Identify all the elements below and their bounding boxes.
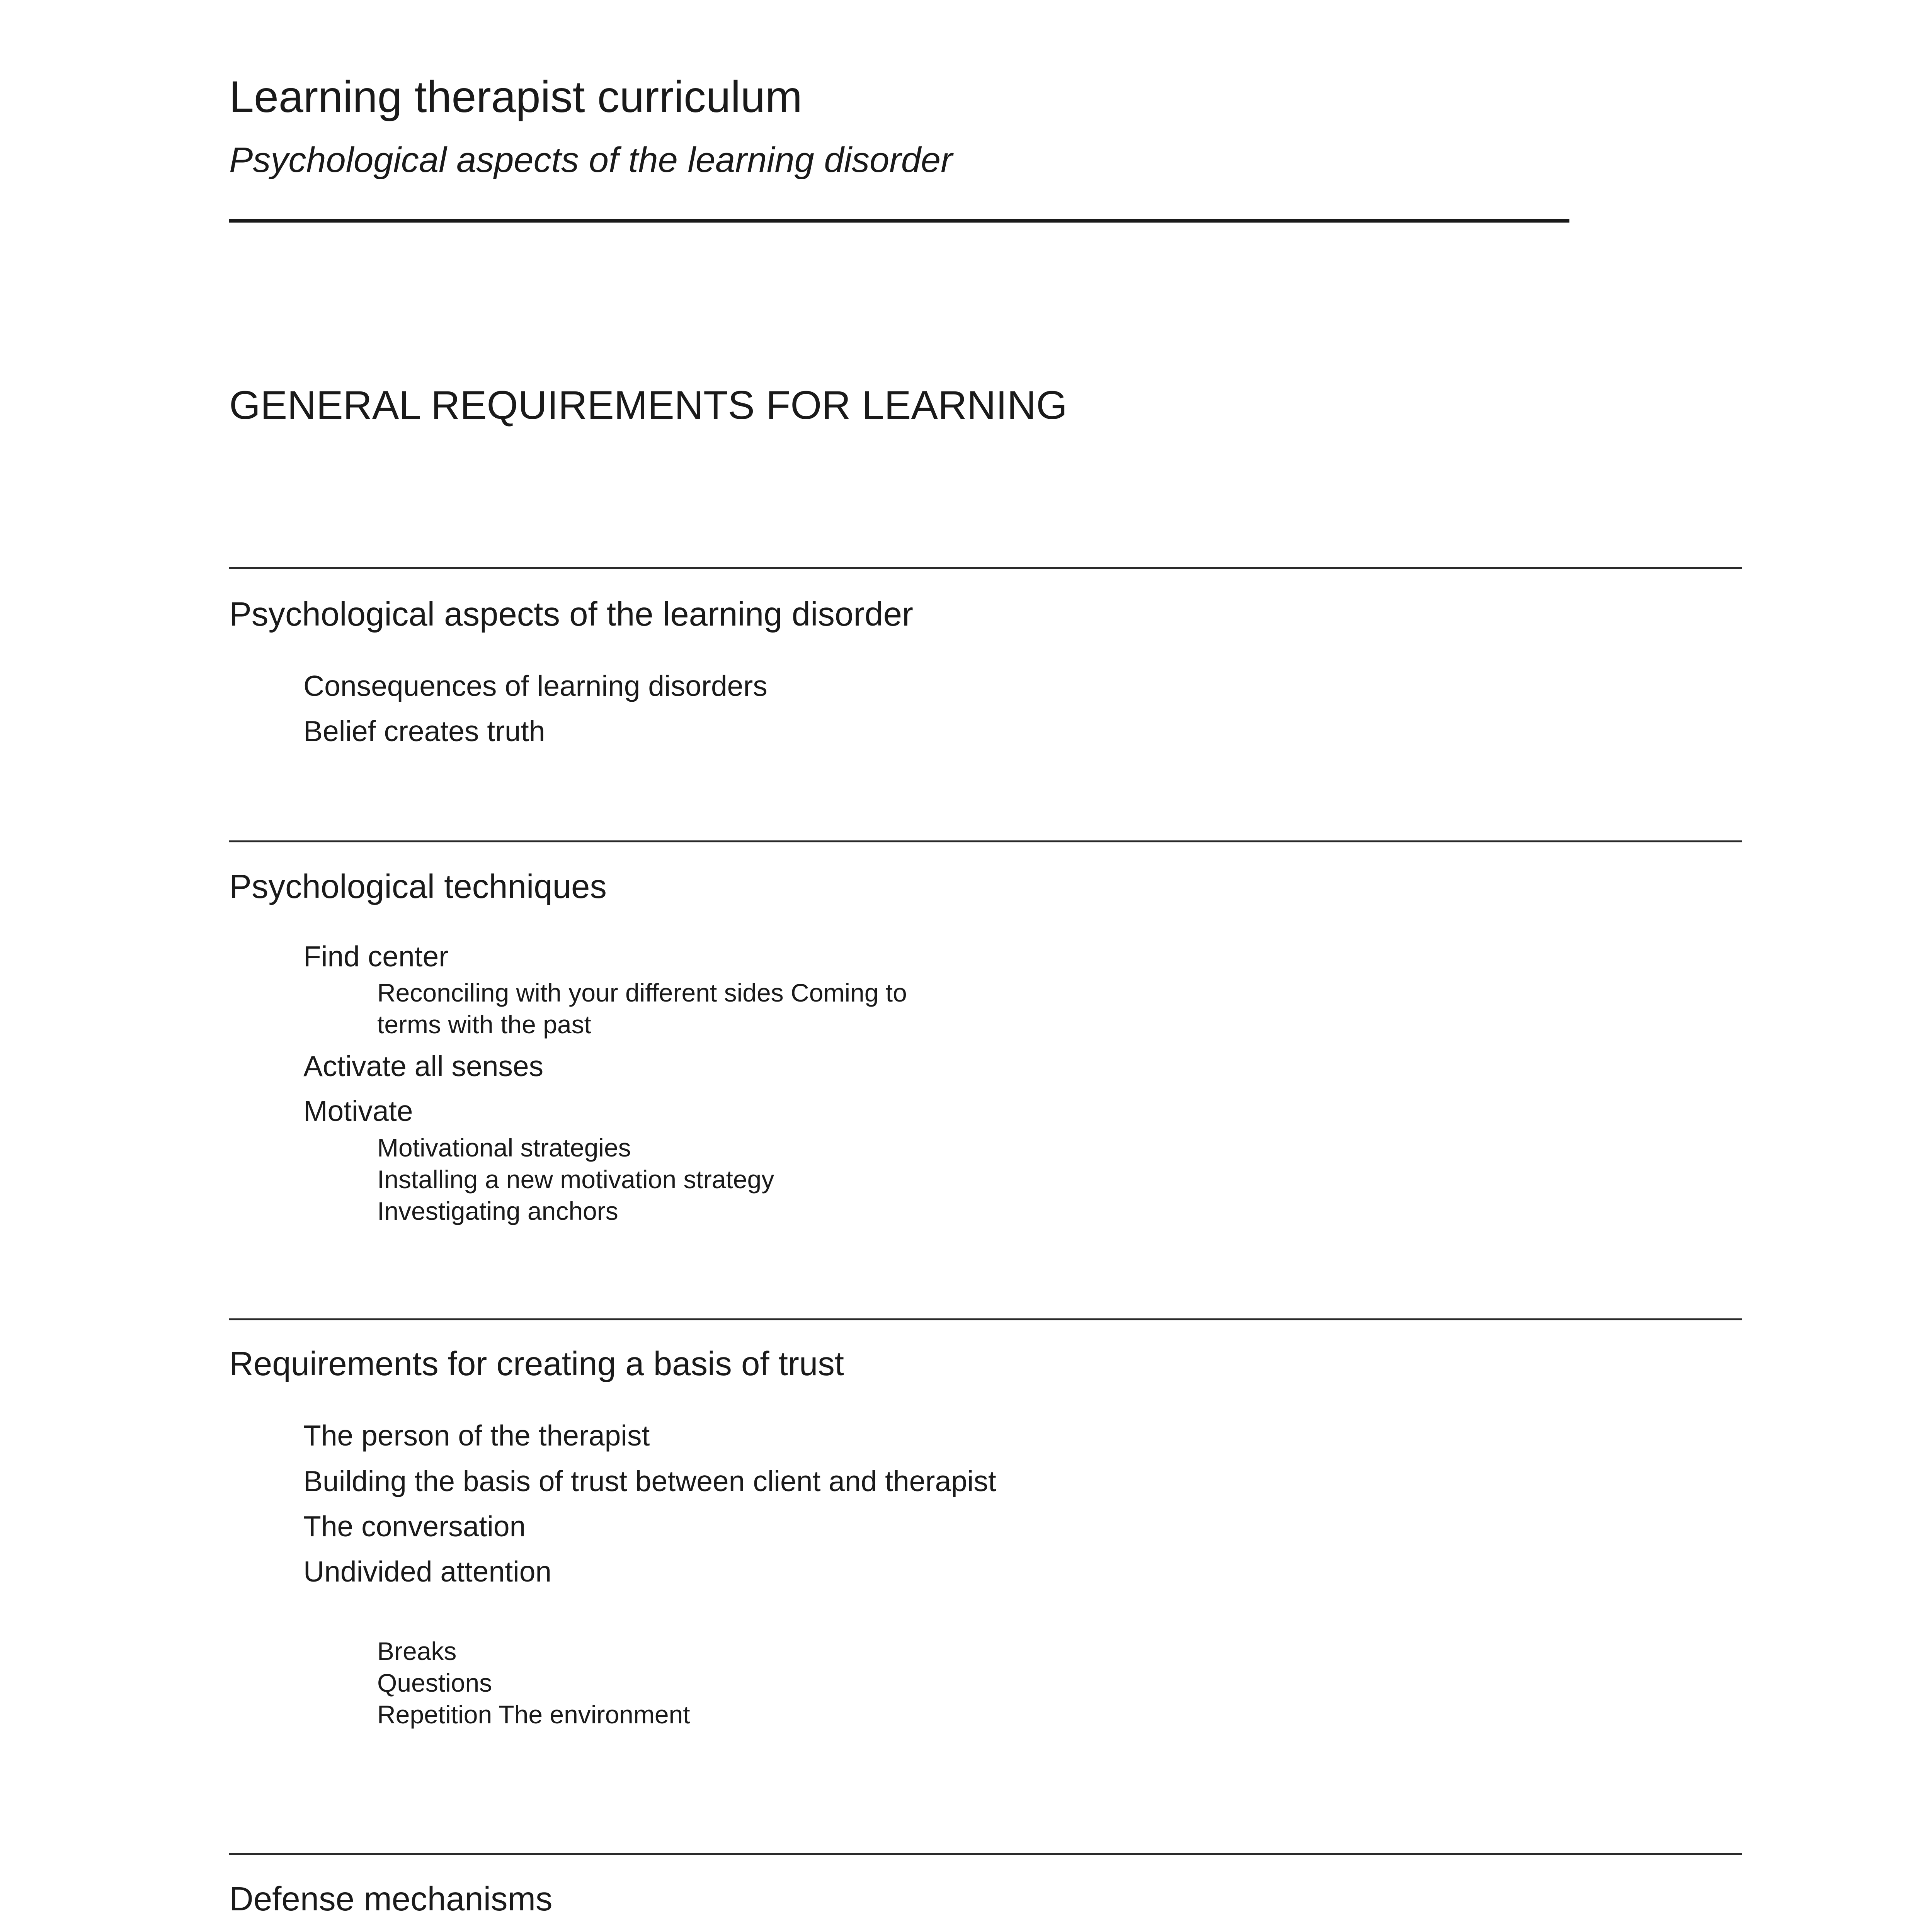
- section-heading: Defense mechanisms: [229, 1880, 553, 1918]
- sub-list-item: Reconciling with your different sides Coming to: [377, 978, 907, 1007]
- list-item: Belief creates truth: [303, 715, 545, 747]
- header-divider: [229, 219, 1569, 223]
- list-item: Consequences of learning disorders: [303, 670, 768, 702]
- document-title: Learning therapist curriculum: [229, 72, 802, 122]
- list-item: Motivate: [303, 1095, 413, 1127]
- section-divider: [229, 567, 1742, 569]
- section-heading: Requirements for creating a basis of trust: [229, 1345, 844, 1383]
- section-heading: Psychological aspects of the learning disorder: [229, 595, 913, 633]
- page-heading: GENERAL REQUIREMENTS FOR LEARNING: [229, 383, 1067, 428]
- sub-list-item: Motivational strategies: [377, 1133, 631, 1162]
- list-item: Activate all senses: [303, 1050, 544, 1082]
- sub-list-item: terms with the past: [377, 1010, 591, 1039]
- sub-list-item: Repetition The environment: [377, 1700, 690, 1729]
- list-item: The conversation: [303, 1510, 526, 1543]
- sub-list-item: Investigating anchors: [377, 1197, 618, 1225]
- list-item: Undivided attention: [303, 1555, 552, 1588]
- section-divider: [229, 840, 1742, 842]
- section-heading: Psychological techniques: [229, 868, 607, 905]
- document-subtitle: Psychological aspects of the learning disorder: [229, 140, 953, 180]
- sub-list-item: Installing a new motivation strategy: [377, 1165, 774, 1194]
- section-divider: [229, 1318, 1742, 1320]
- list-item: Building the basis of trust between client and therapist: [303, 1465, 996, 1497]
- sub-list-item: Questions: [377, 1668, 492, 1697]
- section-divider: [229, 1853, 1742, 1855]
- list-item: Find center: [303, 940, 449, 973]
- list-item: The person of the therapist: [303, 1419, 650, 1452]
- sub-list-item: Breaks: [377, 1637, 457, 1665]
